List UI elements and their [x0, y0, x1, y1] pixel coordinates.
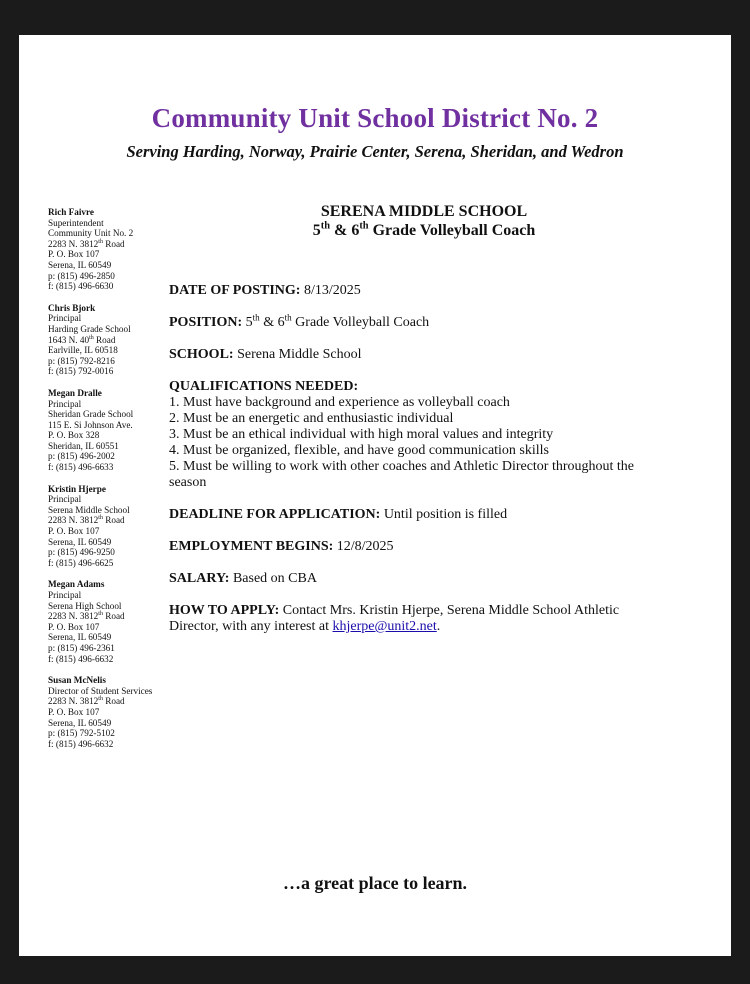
contact-name: Chris Bjork — [48, 302, 96, 313]
contact-card — [48, 675, 168, 749]
how-to-apply: HOW TO APPLY: Contact Mrs. Kristin Hjerpe, Serena Middle School Athletic Director, with any interest at khjerpe@unit2.net. — [169, 603, 620, 634]
contact-phone: p: (815) 496-9250 — [48, 547, 115, 558]
contact-fax: f: (815) 496-6633 — [48, 462, 114, 473]
contact-fax: f: (815) 496-6630 — [48, 281, 114, 292]
school-line — [169, 347, 639, 363]
contact-org: Harding Grade School — [48, 323, 131, 334]
footer-slogan: …a great place to learn. — [282, 873, 468, 893]
contact-city: Serena, IL 60549 — [48, 259, 112, 270]
contact-title: Director of Student Services — [48, 685, 153, 696]
contact-po-box: P. O. Box 107 — [48, 706, 100, 717]
district-name: Community Unit School District No. 2 — [151, 103, 599, 133]
contact-address: 1643 N. 40th Road — [48, 334, 116, 345]
deadline-label: DEADLINE FOR APPLICATION: — [169, 507, 381, 522]
contact-org: Serena Middle School — [48, 504, 130, 515]
contact-address: 115 E. Si Johnson Ave. — [48, 419, 133, 430]
contact-title: Principal — [48, 590, 82, 600]
contact-city: Serena, IL 60549 — [48, 536, 112, 547]
contact-phone: p: (815) 496-2361 — [48, 642, 115, 653]
list-item: 1. Must have background and experience as volleyball coach — [169, 395, 510, 410]
contact-fax: f: (815) 496-6632 — [48, 653, 114, 664]
position-heading: 5th & 6th Grade Volleyball Coach — [312, 220, 536, 239]
job-posting — [169, 202, 639, 635]
employment-value: 12/8/2025 — [333, 539, 394, 554]
deadline-line — [169, 507, 639, 523]
contact-name: Megan Adams — [48, 579, 105, 590]
apply-text: Contact Mrs. Kristin Hjerpe, Serena Middle School Athletic Director, with any interest at — [169, 603, 620, 634]
contact-card — [48, 303, 168, 377]
contact-address: 2283 N. 3812th Road — [48, 611, 125, 622]
contact-address: 2283 N. 3812th Road — [48, 696, 125, 707]
contact-name: Rich Faivre — [48, 207, 95, 217]
contact-city: Earlville, IL 60518 — [48, 345, 118, 356]
employment-label: EMPLOYMENT BEGINS: — [169, 539, 334, 554]
contact-name: Susan McNelis — [48, 675, 106, 686]
qualifications-label: QUALIFICATIONS NEEDED: — [169, 379, 359, 394]
date-value: 8/13/2025 — [300, 283, 361, 298]
contact-address: 2283 N. 3812th Road — [48, 238, 125, 249]
document-page — [19, 35, 731, 956]
list-item: 3. Must be an ethical individual with high moral values and integrity — [169, 427, 554, 442]
salary-label: SALARY: — [169, 571, 230, 586]
contact-title: Superintendent — [48, 217, 104, 228]
contact-phone: p: (815) 496-2850 — [48, 270, 115, 281]
contact-name: Kristin Hjerpe — [48, 483, 106, 494]
contact-po-box: P. O. Box 107 — [48, 249, 100, 260]
email-link[interactable]: khjerpe@unit2.net — [332, 619, 437, 634]
contact-title: Principal — [48, 494, 82, 505]
date-of-posting — [169, 283, 639, 299]
contact-phone: p: (815) 792-8216 — [48, 355, 115, 366]
contact-fax: f: (815) 496-6625 — [48, 557, 114, 568]
contact-name: Megan Dralle — [48, 387, 102, 398]
position-label: POSITION: — [169, 315, 243, 330]
contact-card — [48, 388, 168, 473]
school-label: SCHOOL: — [169, 347, 234, 362]
qualifications-section — [169, 379, 639, 491]
contact-city: Sheridan, IL 60551 — [48, 440, 119, 451]
contacts-sidebar — [48, 207, 168, 760]
position-line: POSITION: 5th & 6th Grade Volleyball Coach — [169, 312, 430, 330]
deadline-value: Until position is filled — [380, 507, 508, 522]
list-item: 5. Must be willing to work with other coaches and Athletic Director throughout the season — [169, 459, 635, 490]
list-item: 2. Must be an energetic and enthusiastic individual — [169, 411, 454, 426]
contact-org: Sheridan Grade School — [48, 409, 134, 420]
contact-po-box: P. O. Box 107 — [48, 621, 100, 632]
contact-po-box: P. O. Box 107 — [48, 526, 100, 537]
contact-city: Serena, IL 60549 — [48, 632, 112, 643]
apply-label: HOW TO APPLY: — [169, 603, 280, 618]
letterhead — [19, 103, 731, 162]
district-tagline: Serving Harding, Norway, Prairie Center, Serena, Sheridan, and Wedron — [126, 142, 624, 161]
contact-title: Principal — [48, 398, 82, 409]
contact-title: Principal — [48, 313, 82, 324]
contact-address: 2283 N. 3812th Road — [48, 515, 125, 526]
date-label: DATE OF POSTING: — [169, 283, 301, 298]
school-heading: SERENA MIDDLE SCHOOL — [320, 203, 528, 220]
contact-card — [48, 579, 168, 664]
salary-line — [169, 571, 639, 587]
contact-fax: f: (815) 496-6632 — [48, 738, 114, 749]
school-value: Serena Middle School — [233, 347, 362, 362]
contact-city: Serena, IL 60549 — [48, 717, 112, 728]
contact-phone: p: (815) 792-5102 — [48, 728, 115, 739]
salary-value: Based on CBA — [229, 571, 317, 586]
contact-phone: p: (815) 496-2002 — [48, 451, 115, 462]
qualifications-list — [169, 395, 639, 491]
posting-title-block — [209, 202, 639, 240]
contact-org: Community Unit No. 2 — [48, 228, 134, 239]
contact-card — [48, 207, 168, 292]
contact-po-box: P. O. Box 328 — [48, 430, 100, 441]
employment-line — [169, 539, 639, 555]
contact-org: Serena High School — [48, 600, 122, 611]
contact-card — [48, 484, 168, 569]
contact-fax: f: (815) 792-0016 — [48, 366, 114, 377]
list-item: 4. Must be organized, flexible, and have good communication skills — [169, 443, 549, 458]
